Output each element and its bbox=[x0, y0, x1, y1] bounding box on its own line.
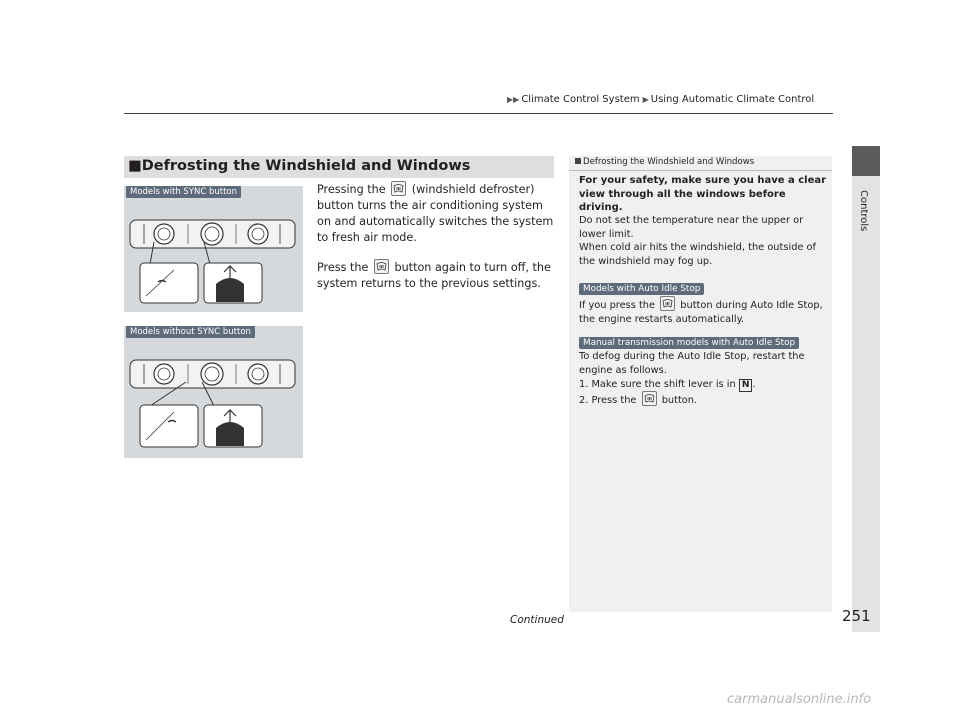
auto-idle-note: If you press the button during Auto Idle Stop, the engine restarts automatically. bbox=[579, 296, 829, 326]
tag-auto-idle-stop: Models with Auto Idle Stop bbox=[579, 283, 704, 295]
arrow-icon: ▶ bbox=[642, 95, 649, 104]
climate-panel-illustration bbox=[124, 186, 303, 312]
manual-intro: To defog during the Auto Idle Stop, restart the engine as follows. bbox=[579, 351, 805, 376]
figure-no-sync-panel bbox=[124, 326, 303, 458]
section-title: ■Defrosting the Windshield and Windows bbox=[128, 158, 471, 174]
climate-panel-illustration bbox=[124, 326, 303, 458]
notes-rule bbox=[569, 170, 832, 171]
cold-air-note: When cold air hits the windshield, the outside of the windshield may fog up. bbox=[579, 242, 816, 267]
paragraph-defrost-on: Pressing the (windshield defroster) button turns the air conditioning system on and automatically switches the system to fresh air mode. bbox=[317, 183, 554, 244]
step-2: 2. Press the button. bbox=[579, 391, 829, 408]
figure-sync-panel bbox=[124, 186, 303, 312]
tag-manual-auto-idle: Manual transmission models with Auto Idle Stop bbox=[579, 337, 799, 349]
paragraph-defrost-off: Press the button again to turn off, the system returns to the previous settings. bbox=[317, 261, 551, 290]
breadcrumb-item-climate[interactable]: Climate Control System bbox=[521, 94, 640, 105]
chapter-tab-marker bbox=[852, 146, 880, 176]
safety-note: For your safety, make sure you have a clear view through all the windows before driving. bbox=[579, 175, 827, 213]
chapter-tab-label[interactable]: Controls bbox=[858, 190, 869, 232]
continued-label: Continued bbox=[510, 614, 564, 626]
neutral-key: N bbox=[739, 379, 753, 392]
page-number: 251 bbox=[842, 607, 871, 625]
defroster-icon bbox=[374, 259, 389, 274]
note-marker-icon bbox=[575, 158, 581, 164]
breadcrumb bbox=[507, 94, 814, 105]
watermark: carmanualsonline.info bbox=[727, 692, 872, 707]
header-rule bbox=[124, 113, 833, 114]
temperature-note: Do not set the temperature near the upper or lower limit. bbox=[579, 215, 804, 240]
breadcrumb-item-automatic[interactable]: Using Automatic Climate Control bbox=[650, 94, 815, 105]
defroster-icon bbox=[391, 181, 406, 196]
figure-label-sync: Models with SYNC button bbox=[126, 186, 241, 198]
step-1: 1. Make sure the shift lever is in N . bbox=[579, 379, 756, 390]
double-arrow-icon: ▶▶ bbox=[507, 95, 520, 104]
defroster-icon bbox=[642, 391, 657, 406]
notes-heading[interactable]: Defrosting the Windshield and Windows bbox=[575, 157, 754, 167]
defroster-icon bbox=[660, 296, 675, 311]
figure-label-no-sync: Models without SYNC button bbox=[126, 326, 255, 338]
